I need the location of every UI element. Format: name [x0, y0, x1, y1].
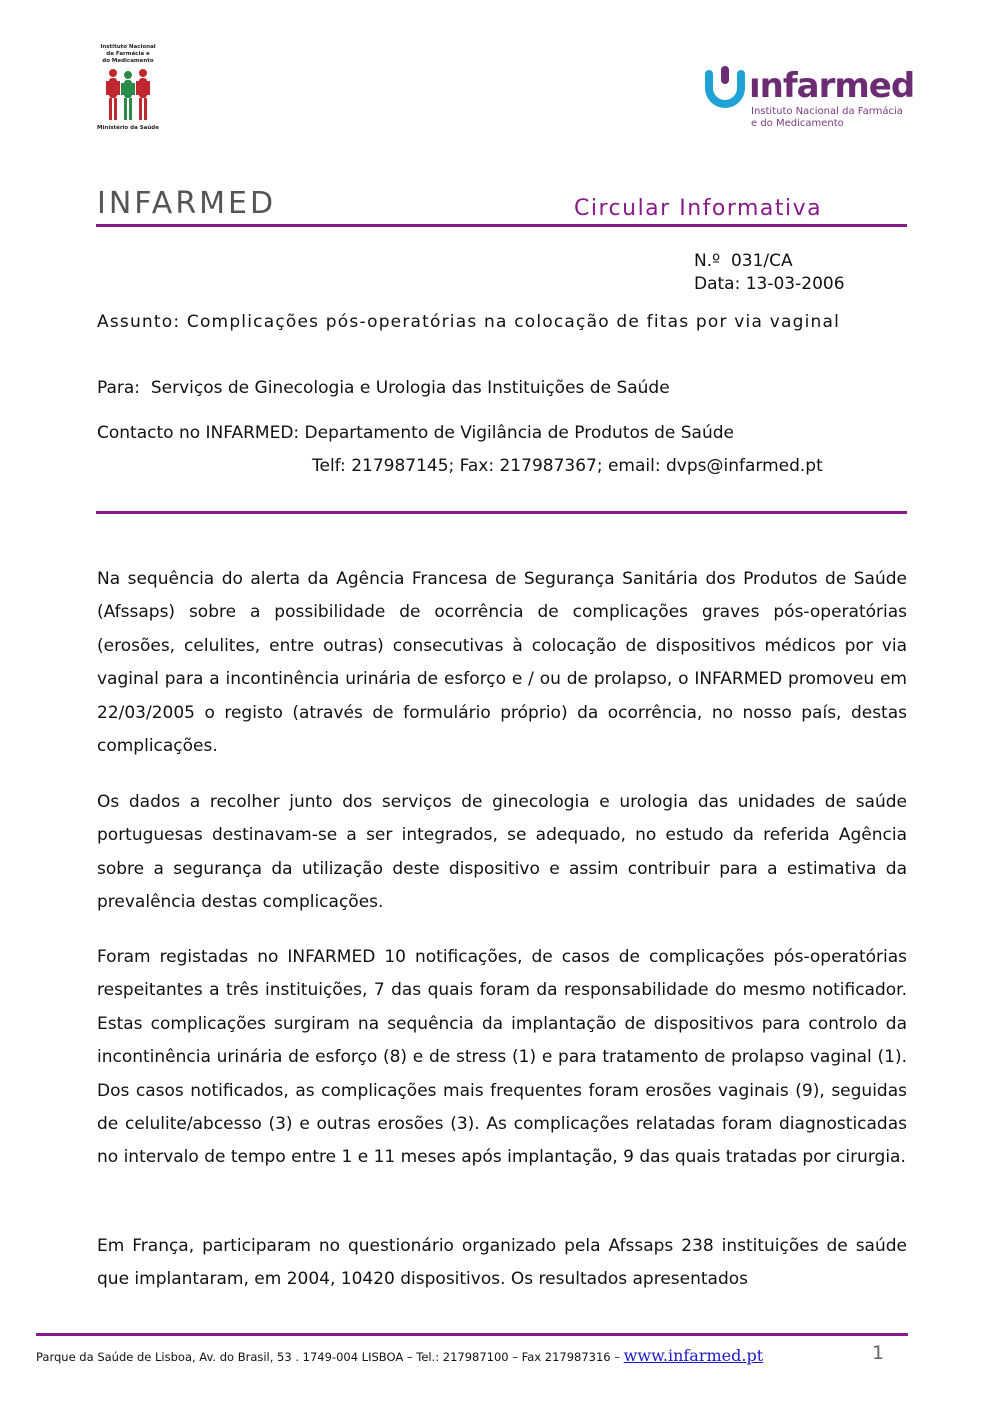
subject-line: Assunto: Complicações pós-operatórias na colocação de fitas por via vaginal: [97, 312, 841, 332]
body-paragraph-3: Foram registadas no INFARMED 10 notificações, de casos de complicações pós-operatórias respeitantes a três instituições, 7 das quais foram da responsabilidade do mesmo notificador. Estas complicações surgiram na sequência da implantação de dispositivos para controlo da incontinência urinária de esforço (8) e de stress (1) e para tratamento de prolapso vaginal (1). Dos casos notificados, as complicações mais frequentes foram erosões vaginais (9), seguidas de celulite/abcesso (3) e outras erosões (3). As complicações relatadas foram diagnosticadas no intervalo de tempo entre 1 e 11 meses após implantação, 9 das quais tratadas por cirurgia.: [97, 947, 907, 1168]
reference-date: Data: 13-03-2006: [694, 274, 845, 294]
ministry-logo-top-line-1: Instituto Nacional: [100, 44, 156, 50]
ministry-logo-bottom-text: Ministério da Saúde: [97, 125, 159, 131]
infarmed-subtitle-line-1: Instituto Nacional da Farmácia: [751, 106, 903, 117]
ministry-logo-top-line-3: do Medicamento: [102, 58, 154, 64]
footer-divider: [36, 1333, 908, 1336]
website-link[interactable]: www.infarmed.pt: [623, 1346, 764, 1365]
ministry-logo: [96, 44, 160, 136]
footer: [36, 1346, 763, 1365]
body-paragraph-1: Na sequência do alerta da Agência Francesa de Segurança Sanitária dos Produtos de Saúde (Afssaps) sobre a possibilidade de ocorrência de complicações graves pós-operatórias (erosões, celulites, entre outras) consecutivas à colocação de dispositivos médicos por via vaginal para a incontinência urinária de esforço e / ou de prolapso, o INFARMED promoveu em 22/03/2005 o registo (através de formulário próprio) da ocorrência, no nosso país, destas complicações.: [97, 569, 907, 757]
infarmed-symbol-icon: [703, 66, 747, 108]
header-divider: [96, 224, 907, 227]
contact-line: Contacto no INFARMED: Departamento de Vigilância de Produtos de Saúde: [97, 423, 734, 443]
infarmed-subtitle-line-2: e do Medicamento: [751, 118, 844, 129]
body-paragraph-2: Os dados a recolher junto dos serviços de ginecologia e urologia das unidades de saúde portuguesas destinavam-se a ser integrados, se adequado, no estudo da referida Agência sobre a segurança da utilização deste dispositivo e assim contribuir para a estimativa da prevalência destas complicações.: [97, 792, 907, 913]
page-number: 1: [872, 1342, 885, 1364]
figures-emblem-icon: [102, 67, 154, 123]
infarmed-logo: [703, 66, 915, 130]
page-title: INFARMED: [97, 186, 277, 221]
section-divider: [96, 511, 907, 514]
body-paragraph-4: Em França, participaram no questionário organizado pela Afssaps 238 instituições de saúde que implantaram, em 2004, 10420 dispositivos. Os resultados apresentados: [97, 1236, 907, 1290]
infarmed-wordmark: ınfarmed: [749, 66, 915, 106]
footer-address: Parque da Saúde de Lisboa, Av. do Brasil, 53 . 1749-004 LISBOA – Tel.: 217987100 – Fax 217987316 –: [36, 1350, 624, 1364]
reference-number: N.º 031/CA: [694, 251, 793, 271]
recipients-line: Para: Serviços de Ginecologia e Urologia das Instituições de Saúde: [97, 378, 670, 398]
ministry-logo-top-line-2: de Farmácia e: [106, 51, 150, 57]
contact-details: Telf: 217987145; Fax: 217987367; email: dvps@infarmed.pt: [312, 456, 823, 476]
document-type: Circular Informativa: [574, 196, 823, 221]
